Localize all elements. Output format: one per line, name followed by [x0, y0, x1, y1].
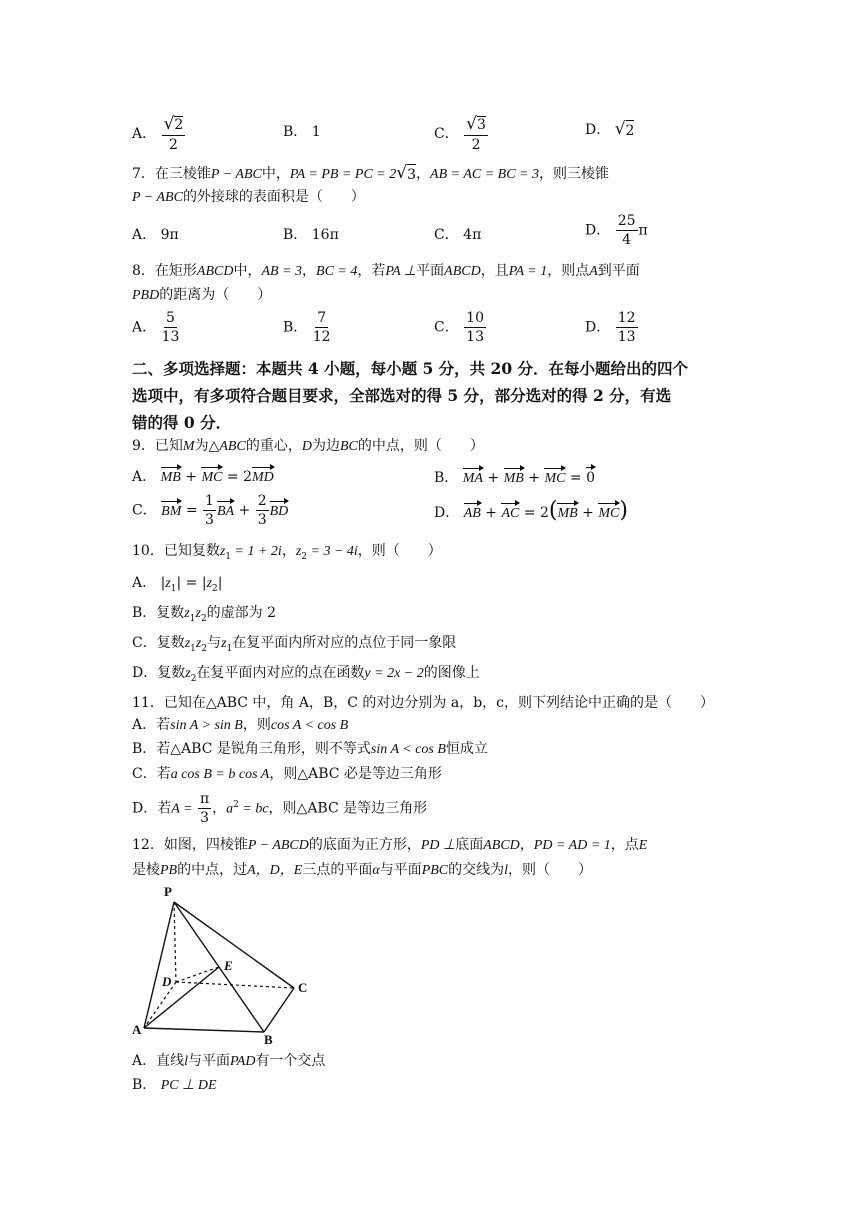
- sqrt: √ 3: [396, 163, 417, 183]
- option-label: B．: [132, 605, 157, 621]
- math: z: [219, 544, 226, 559]
- fraction: [203, 494, 216, 527]
- option-label: B．: [434, 470, 459, 486]
- option-label: B．: [283, 124, 308, 140]
- math: ABC: [219, 439, 246, 454]
- q11-option-c: [132, 765, 442, 784]
- math: PD = AD = 1: [533, 838, 611, 853]
- radicand: 2: [174, 117, 184, 133]
- numerator: 2: [257, 493, 267, 509]
- text: 8．在矩形: [132, 263, 197, 279]
- math: PC ⊥ DE: [160, 1078, 217, 1093]
- vector: MA: [463, 467, 483, 488]
- subscript: 2: [190, 673, 197, 684]
- q6-option-d: [585, 120, 634, 140]
- text: 有一个交点: [255, 1053, 326, 1069]
- text: 是棱: [132, 862, 160, 878]
- option-label: D．: [585, 319, 611, 336]
- option-label: B．: [283, 319, 308, 336]
- text: ，: [302, 263, 317, 279]
- text: 的重心，: [245, 438, 302, 454]
- math: a: [226, 801, 234, 817]
- option-label: C．: [132, 502, 157, 519]
- q7-stem-line1: [132, 164, 609, 184]
- text: ，点: [610, 837, 639, 853]
- math: a cos B = b cos A: [170, 767, 270, 782]
- text: 到平面: [597, 263, 640, 279]
- text: 若: [156, 717, 171, 733]
- radicand: 3: [477, 117, 486, 133]
- text: 12．如图，四棱锥: [132, 837, 248, 853]
- q9-option-a: [132, 466, 274, 487]
- math: sin A < cos B: [370, 742, 446, 757]
- math: P − ABC: [210, 167, 262, 182]
- text: 若△ABC 是锐角三角形，则不等式: [156, 741, 371, 757]
- text: 复数: [157, 665, 186, 681]
- q10-option-a: A． $|z_1| = |z_2|$: [132, 575, 223, 594]
- denominator: 4: [622, 232, 632, 248]
- operator: +: [582, 505, 594, 521]
- text: 复数: [156, 635, 185, 651]
- option-label: D．: [132, 665, 158, 681]
- option-label: C．: [434, 319, 459, 336]
- zero-vector: 0: [586, 466, 595, 487]
- text: ，且: [480, 263, 509, 279]
- denominator: 2: [471, 137, 481, 153]
- q11-option-d: [132, 792, 427, 825]
- option-label: B．: [283, 227, 308, 243]
- edge-PD: [174, 902, 176, 982]
- math: z: [195, 606, 201, 621]
- option-label: A．: [132, 469, 157, 485]
- text: ，若: [357, 263, 386, 279]
- text: ，: [416, 166, 431, 182]
- text: 复数: [156, 605, 185, 621]
- text: 若: [156, 766, 171, 782]
- math: z: [184, 636, 191, 651]
- edge-PA: [144, 902, 174, 1028]
- text: 为边: [311, 438, 340, 454]
- superscript: 2: [233, 799, 239, 810]
- text: 在复平面内对应的点在函数: [196, 665, 365, 681]
- q7-option-a: [132, 226, 179, 244]
- q7-option-c: [434, 226, 481, 244]
- operator: =: [185, 502, 198, 519]
- math: z: [184, 606, 190, 621]
- fraction: [198, 792, 211, 825]
- text: ，则△ABC 是等边三角形: [268, 800, 428, 817]
- q8-option-c: [434, 311, 487, 344]
- math: ABCD: [196, 264, 234, 279]
- math: cos A < cos B: [270, 718, 349, 733]
- option-label: B．: [132, 741, 157, 757]
- paren: ): [619, 498, 628, 523]
- math: P − ABCD: [247, 838, 309, 853]
- operator: =: [226, 469, 239, 485]
- vector: MB: [557, 502, 577, 523]
- text: ，则: [242, 717, 271, 733]
- q10-option-b: [132, 604, 276, 628]
- text: 的虚部为 2: [206, 605, 277, 621]
- math: M: [182, 439, 195, 454]
- vector: MB: [504, 467, 524, 488]
- text: 的中点，则（ ）: [357, 438, 484, 454]
- text: 三点的平面: [302, 862, 373, 878]
- fraction: [313, 311, 331, 344]
- denominator: 3: [200, 810, 209, 826]
- option-value: 4π: [463, 227, 482, 243]
- math: AB = 3: [261, 264, 303, 279]
- text: 10．已知复数: [132, 543, 220, 559]
- math: = bc: [238, 801, 269, 817]
- radicand: 2: [626, 120, 635, 140]
- fraction: [464, 311, 486, 344]
- vector: MC: [201, 466, 222, 487]
- text: 中，: [261, 166, 290, 182]
- math: BC = 4: [316, 264, 358, 279]
- option-label: A．: [132, 227, 157, 243]
- math: D: [301, 439, 312, 454]
- option-label: D．: [434, 505, 460, 521]
- math: = 3 − 4i: [307, 544, 358, 559]
- operator: =: [569, 470, 582, 486]
- q9-option-d: [434, 498, 628, 523]
- q6-option-b: [283, 123, 321, 141]
- q9-option-c: [132, 494, 288, 527]
- subscript: 2: [200, 613, 207, 624]
- math: z: [195, 636, 202, 651]
- paren: (: [548, 498, 558, 523]
- numerator: π: [199, 791, 210, 807]
- fraction: [256, 494, 269, 527]
- operator: =: [185, 575, 198, 591]
- text: 底面: [455, 837, 484, 853]
- denominator: 13: [617, 329, 636, 345]
- math: PB: [160, 863, 178, 878]
- math: PD ⊥: [420, 838, 456, 853]
- segment-DE: [176, 967, 219, 982]
- text: 为△: [194, 438, 220, 454]
- subscript: 1: [225, 551, 232, 562]
- option-value: π: [638, 222, 648, 239]
- vector: MC: [544, 467, 565, 488]
- section-heading-line2: 选项中，有多项符合题目要求，全部选对的得 5 分，部分选对的得 2 分，有选: [132, 386, 672, 405]
- text: 与平面: [188, 1053, 231, 1069]
- sqrt: √ 2: [614, 119, 635, 139]
- subscript: 2: [301, 551, 307, 562]
- q6-option-c: [434, 116, 489, 152]
- option-label: A．: [132, 1053, 157, 1069]
- math: z: [221, 636, 227, 651]
- q12-option-a: [132, 1052, 325, 1071]
- operator: +: [487, 470, 500, 486]
- q12-stem-line1: [132, 836, 647, 855]
- math: PAD: [230, 1054, 256, 1069]
- text: 与: [207, 635, 222, 651]
- math: y = 2x − 2: [364, 666, 424, 681]
- numerator: 7: [317, 310, 327, 326]
- math: PA ⊥: [385, 264, 417, 279]
- q8-stem-line1: [132, 262, 640, 281]
- option-label: A．: [132, 319, 157, 336]
- option-label: C．: [434, 227, 459, 243]
- operator: +: [185, 469, 197, 485]
- text: 的底面为正方形，: [308, 837, 421, 853]
- q10-stem: [132, 542, 442, 566]
- section-heading-line3: 错的得 0 分．: [132, 413, 232, 432]
- math: l: [184, 1054, 189, 1069]
- text: 的交线为: [448, 862, 505, 878]
- operator: +: [528, 470, 541, 486]
- q12-stem-line2: [132, 861, 592, 880]
- vector: AB: [464, 502, 481, 523]
- coefficient: 2: [243, 469, 252, 485]
- q7-stem-line2: [132, 188, 365, 207]
- edge-BC: [264, 988, 294, 1032]
- text: 与平面: [379, 862, 422, 878]
- option-label: C．: [132, 635, 157, 651]
- text: ，则（ ）: [508, 862, 593, 878]
- text: ，则三棱锥: [539, 166, 609, 182]
- subscript: 2: [212, 583, 218, 594]
- text: 9．已知: [132, 438, 183, 454]
- math: PA = 1: [508, 264, 548, 279]
- math: PA = PB = PC = 2: [289, 167, 397, 182]
- fraction: [616, 214, 638, 247]
- text: ，: [212, 800, 227, 817]
- subscript: 1: [189, 613, 196, 624]
- coefficient: 2: [539, 505, 549, 521]
- option-label: B．: [132, 1077, 157, 1093]
- option-label: A．: [132, 575, 157, 591]
- text: 在复平面内所对应的点位于同一象限: [232, 635, 457, 651]
- math: P − ABC: [132, 190, 183, 205]
- math: ABCD: [444, 264, 481, 279]
- math: A，D，E: [247, 863, 303, 878]
- text: 直线: [156, 1053, 185, 1069]
- math: = 1 + 2i: [231, 544, 282, 559]
- q7-option-d: [585, 214, 648, 247]
- math: PBC: [421, 863, 449, 878]
- subscript: 1: [226, 643, 233, 654]
- operator: =: [523, 505, 536, 521]
- denominator: 13: [161, 329, 180, 345]
- math: z: [206, 576, 213, 591]
- radicand: 3: [407, 164, 416, 184]
- section-heading-line1: 二、多项选择题：本题共 4 小题，每小题 5 分，共 20 分．在每小题给出的四个: [132, 359, 689, 378]
- subscript: 1: [190, 643, 196, 654]
- q11-stem: 11．已知在△ABC 中，角 A，B，C 的对边分别为 a，b，c，则下列结论中正确的是（ ）: [132, 695, 715, 711]
- q11-option-b: [132, 740, 488, 759]
- q11-option-a: [132, 716, 348, 735]
- label-D: D: [162, 974, 172, 989]
- math: A =: [171, 801, 193, 817]
- text: 中，: [233, 263, 262, 279]
- math: sin A > sin B: [170, 718, 243, 733]
- text: ，: [519, 837, 534, 853]
- option-label: D．: [585, 222, 611, 239]
- edge-AB: [144, 1028, 264, 1032]
- q6-option-a: [132, 116, 186, 152]
- label-P: P: [164, 884, 172, 899]
- q12-option-b: [132, 1076, 217, 1095]
- numerator: 5: [166, 310, 175, 326]
- operator: +: [238, 502, 251, 519]
- fraction: √ 2 2: [163, 114, 184, 153]
- q8-option-d: [585, 311, 639, 344]
- q8-option-a: [132, 311, 180, 344]
- text: 的中点，过: [177, 862, 248, 878]
- option-value: 1: [311, 124, 321, 140]
- denominator: 2: [169, 137, 178, 153]
- vector: AC: [501, 502, 519, 523]
- math: z: [165, 576, 171, 591]
- option-label: C．: [132, 766, 157, 782]
- numerator: 1: [205, 493, 214, 509]
- vector: MD: [252, 466, 274, 487]
- vector: MC: [598, 502, 619, 523]
- operator: +: [485, 505, 497, 521]
- option-label: D．: [132, 800, 158, 817]
- math: BC: [339, 439, 358, 454]
- text: 的距离为（ ）: [159, 287, 272, 303]
- text: 恒成立: [445, 741, 488, 757]
- vector: BM: [161, 500, 181, 521]
- text: 的外接球的表面积是（ ）: [182, 189, 365, 205]
- math: PBD: [132, 288, 160, 303]
- math: z: [295, 544, 302, 559]
- math: α: [372, 863, 380, 878]
- fraction: [162, 311, 180, 344]
- label-E: E: [224, 958, 233, 973]
- q8-stem-line2: [132, 286, 271, 305]
- q9-stem: [132, 437, 484, 456]
- text: ，: [281, 543, 296, 559]
- vector: BA: [217, 500, 234, 521]
- vector: BD: [270, 500, 289, 521]
- subscript: 1: [170, 583, 177, 594]
- option-label: A．: [132, 126, 157, 142]
- text: ，则△ABC 必是等边三角形: [269, 766, 442, 782]
- edge-PC: [174, 902, 294, 988]
- fraction: √ 3 2: [466, 114, 486, 153]
- text: ，则点: [547, 263, 590, 279]
- label-B: B: [264, 1032, 273, 1044]
- q7-option-b: [283, 226, 339, 244]
- text: 若: [157, 800, 172, 817]
- pyramid-figure: [128, 882, 328, 1044]
- math: A: [589, 264, 598, 279]
- vector: MB: [161, 466, 181, 487]
- math: E: [638, 838, 648, 853]
- numerator: 10: [466, 310, 484, 326]
- text: 7．在三棱锥: [132, 166, 211, 182]
- q10-option-d: [132, 664, 480, 688]
- segment-AE: [144, 967, 219, 1028]
- denominator: 3: [257, 512, 267, 528]
- option-label: D．: [585, 122, 611, 138]
- option-value: 16π: [311, 227, 339, 243]
- math: z: [185, 666, 191, 681]
- math: ABCD: [483, 838, 520, 853]
- text: 的图像上: [423, 665, 480, 681]
- math: l: [504, 863, 509, 878]
- option-label: A．: [132, 717, 157, 733]
- option-value: 9π: [160, 227, 179, 243]
- label-C: C: [298, 980, 308, 995]
- denominator: 12: [312, 329, 331, 345]
- text: 平面: [416, 263, 445, 279]
- math: AB = AC = BC = 3: [430, 167, 539, 182]
- text: ，则（ ）: [357, 543, 442, 559]
- numerator: 12: [617, 310, 636, 326]
- q10-option-c: [132, 634, 456, 658]
- q9-option-b: [434, 466, 595, 488]
- label-A: A: [132, 1022, 142, 1037]
- subscript: 2: [201, 643, 208, 654]
- fraction: [616, 311, 638, 344]
- q8-option-b: [283, 311, 332, 344]
- option-label: C．: [434, 126, 459, 142]
- numerator: 25: [617, 213, 636, 229]
- denominator: 3: [205, 512, 214, 528]
- denominator: 13: [466, 329, 484, 345]
